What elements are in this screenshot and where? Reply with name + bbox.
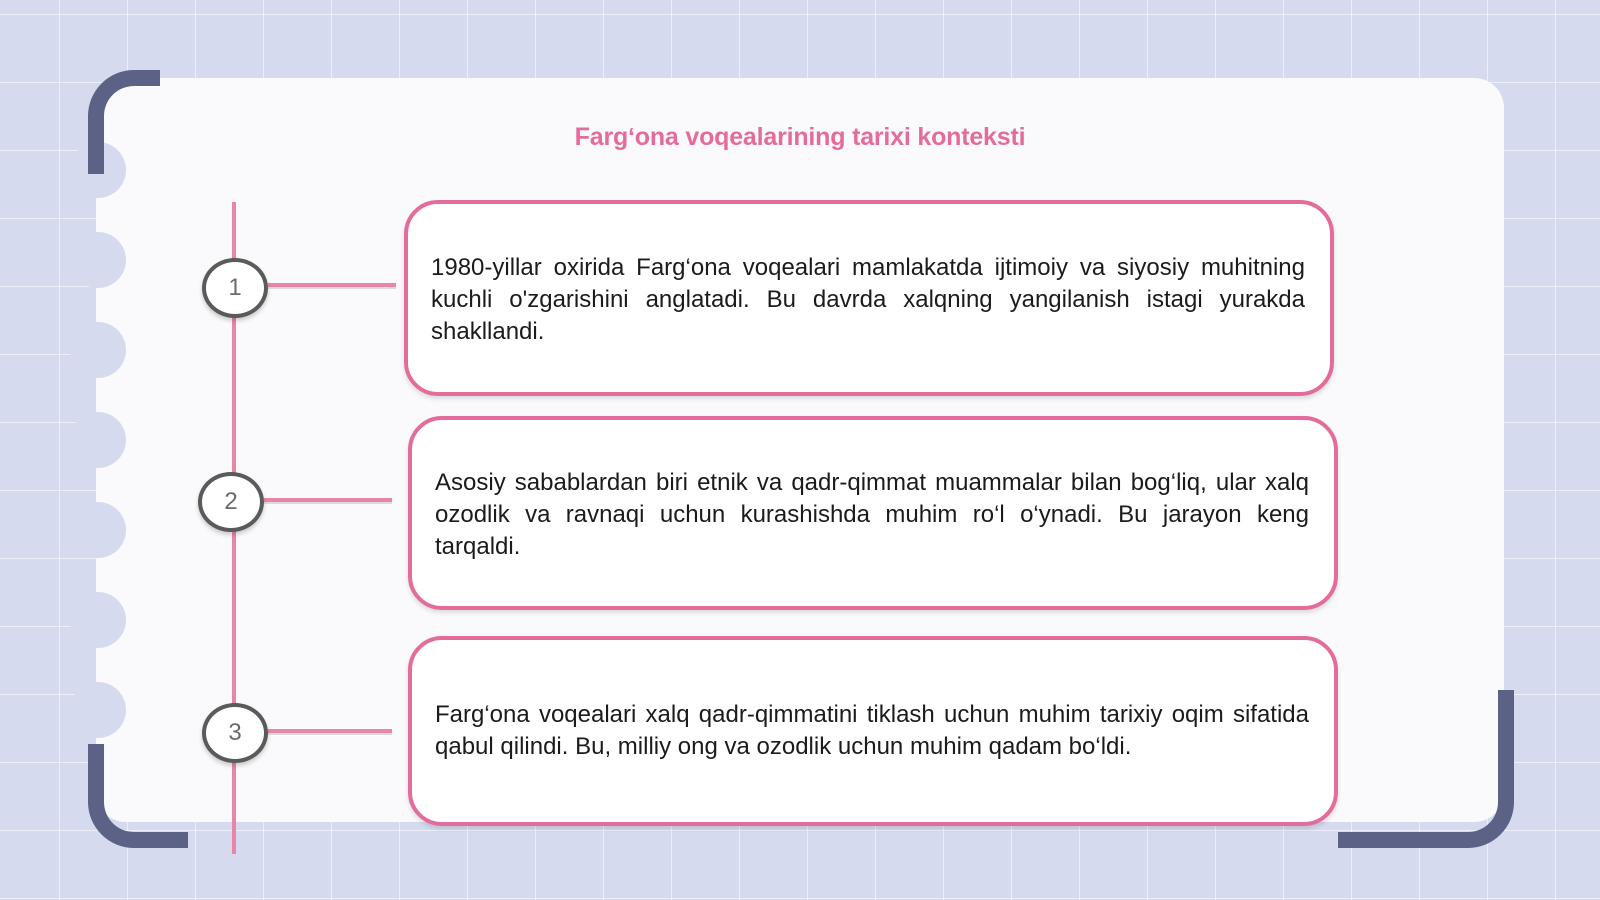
- timeline-connector-1: [268, 283, 396, 287]
- timeline-marker-1: 1: [202, 258, 268, 318]
- timeline-connector-2: [264, 498, 392, 502]
- timeline-marker-3: 3: [202, 703, 268, 763]
- card-edge-notch: [70, 322, 126, 378]
- slide-title: Fargʻona voqealarining tarixi konteksti: [574, 123, 1026, 151]
- corner-bracket-top-left: [88, 70, 160, 174]
- timeline-card-2-text: Asosiy sabablardan biri etnik va qadr-qimmat muammalar bilan bog‘liq, ular xalq ozodlik va ravnaqi uchun kurashishda muhim ro‘l o‘ynadi. Bu jarayon keng tarqaldi.: [435, 469, 1309, 560]
- timeline-connector-3: [268, 729, 392, 733]
- card-edge-notch: [70, 232, 126, 288]
- timeline-marker-2: 2: [198, 472, 264, 532]
- card-edge-notch: [70, 412, 126, 468]
- timeline-card-3-text: Farg‘ona voqealari xalq qadr-qimmatini tiklash uchun muhim tarixiy oqim sifatida qabul qilindi. Bu, milliy ong va ozodlik uchun muhim qadam bo‘ldi.: [435, 701, 1309, 760]
- card-edge-notch: [70, 592, 126, 648]
- corner-bracket-bottom-left: [88, 744, 188, 848]
- card-edge-notch: [70, 502, 126, 558]
- timeline-card-1-text: 1980-yillar oxirida Farg‘ona voqealari mamlakatda ijtimoiy va siyosiy muhitning kuchli o'zgarishini anglatadi. Bu davrda xalqning yangilanish istagi yurakda shakllandi.: [431, 254, 1305, 345]
- corner-bracket-bottom-right: [1338, 690, 1514, 848]
- card-edge-notch: [70, 682, 126, 738]
